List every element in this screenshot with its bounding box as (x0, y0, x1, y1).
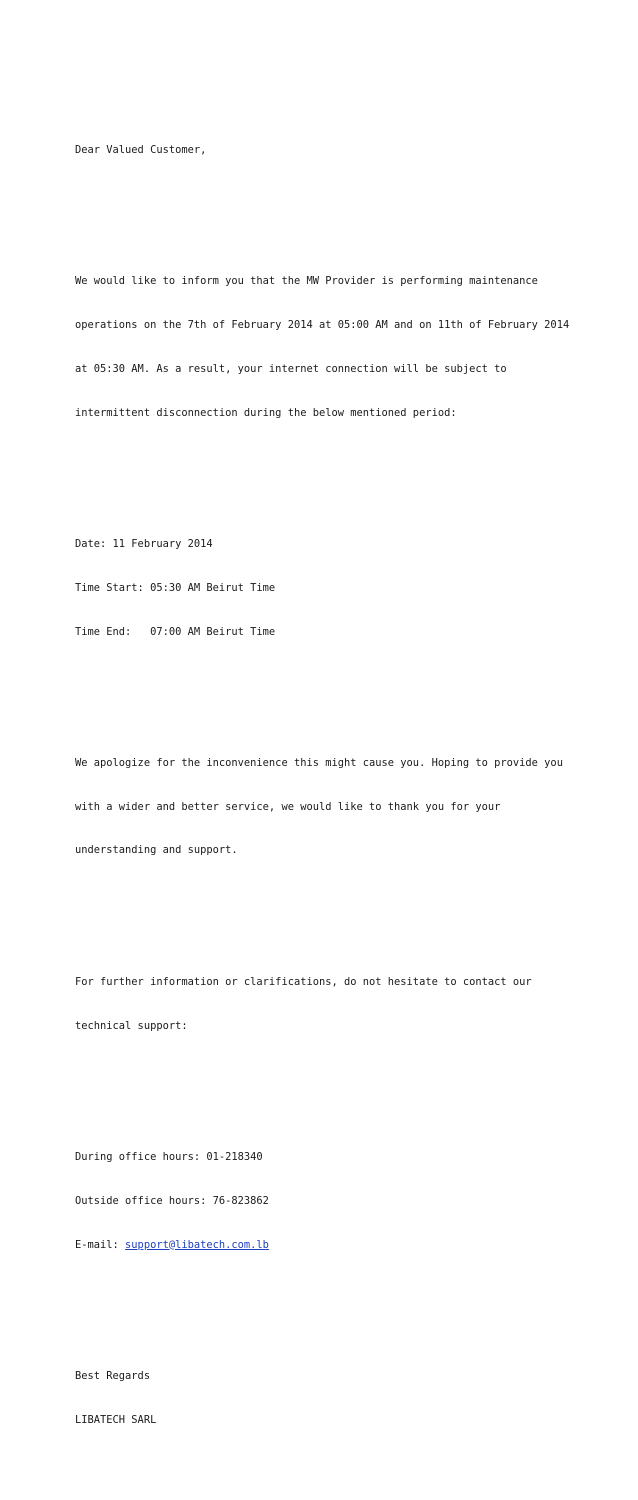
email-line (75, 1238, 575, 1253)
closing: Best Regards (75, 1369, 151, 1382)
further-info-line: For further information or clarifications, do not hesitate to contact our (75, 975, 532, 988)
intro-paragraph (75, 245, 575, 449)
intro-line: intermittent disconnection during the below mentioned period: (75, 406, 457, 419)
letter-body (75, 70, 575, 1500)
greeting: Dear Valued Customer, (75, 143, 207, 156)
email-link[interactable]: support@libatech.com.lb (125, 1238, 269, 1251)
signature: LIBATECH SARL (75, 1413, 157, 1426)
apology-line: We apologize for the inconvenience this might cause you. Hoping to provide you (75, 756, 563, 769)
intro-line: We would like to inform you that the MW Provider is performing maintenance (75, 275, 538, 288)
schedule-block (75, 508, 575, 669)
apology-line: with a wider and better service, we would like to thank you for your (75, 800, 501, 813)
apology-line: understanding and support. (75, 844, 238, 857)
closing-block (75, 1340, 575, 1457)
outside-hours-phone: Outside office hours: 76-823862 (75, 1194, 269, 1207)
intro-line: operations on the 7th of February 2014 at 05:00 AM and on 11th of February 2014 (75, 319, 570, 332)
contacts-block (75, 1121, 575, 1282)
further-info-paragraph (75, 946, 575, 1063)
office-hours-phone: During office hours: 01-218340 (75, 1150, 263, 1163)
apology-paragraph (75, 727, 575, 888)
intro-line: at 05:30 AM. As a result, your internet connection will be subject to (75, 362, 507, 375)
schedule-date: Date: 11 February 2014 (75, 538, 213, 550)
email-label: E-mail: (75, 1238, 126, 1251)
further-info-line: technical support: (75, 1019, 188, 1032)
schedule-time-start: Time Start: 05:30 AM Beirut Time (75, 581, 276, 594)
schedule-time-end: Time End: 07:00 AM Beirut Time (75, 625, 276, 638)
greeting-paragraph (75, 114, 575, 187)
